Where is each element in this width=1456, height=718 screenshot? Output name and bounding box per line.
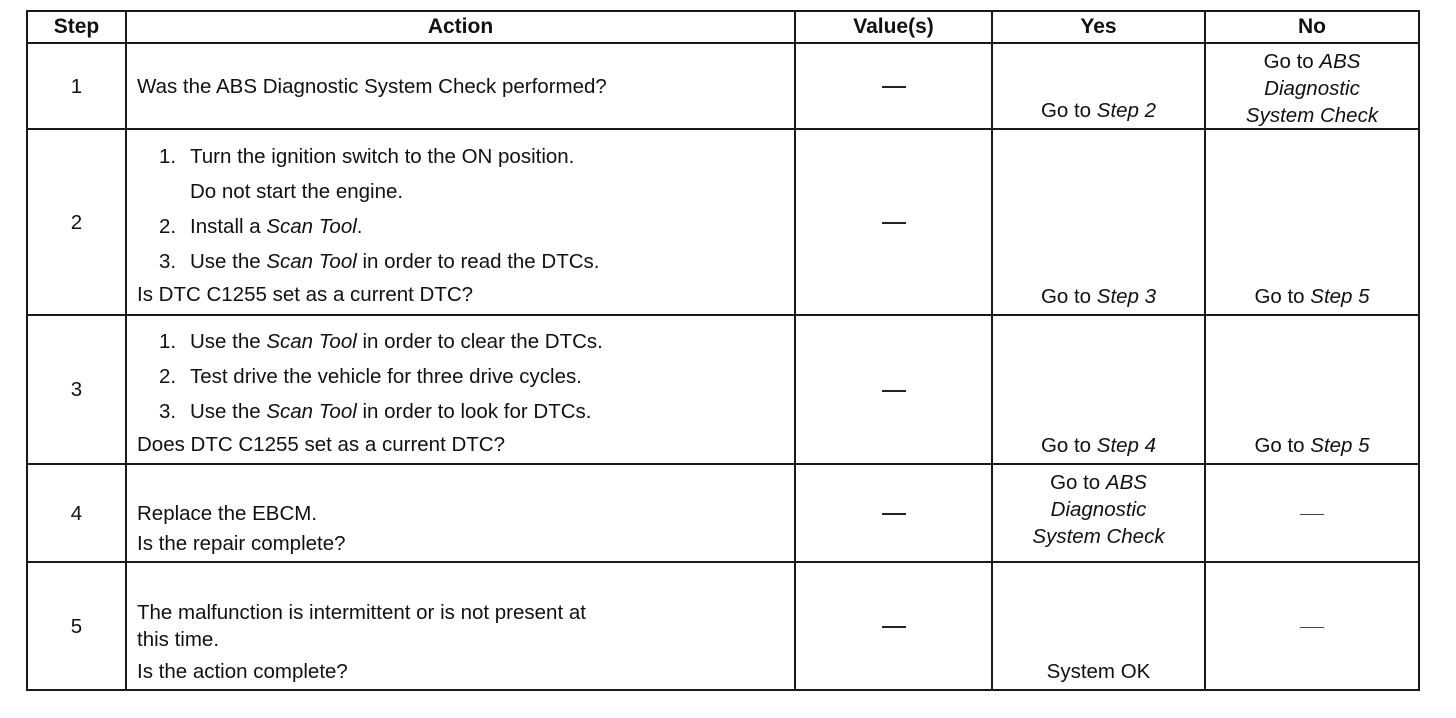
action-question: Is DTC C1255 set as a current DTC? bbox=[137, 283, 474, 306]
value-cell bbox=[795, 43, 992, 129]
action-cell bbox=[126, 562, 795, 690]
no-step-ref: Step 5 bbox=[1310, 285, 1370, 308]
step-number: 3 bbox=[27, 315, 126, 464]
action-text-line: The malfunction is intermittent or is not present at bbox=[137, 601, 586, 624]
header-yes: Yes bbox=[992, 11, 1205, 43]
table-row-step-3 bbox=[27, 315, 1419, 464]
yes-cell bbox=[992, 129, 1205, 315]
no-dash bbox=[1300, 627, 1324, 628]
no-goto: Go to ABS Diagnostic System Check bbox=[1245, 50, 1379, 127]
action-steps bbox=[137, 324, 784, 429]
yes-goto: Go to Step 3 bbox=[1040, 285, 1157, 308]
table-row-step-2 bbox=[27, 129, 1419, 315]
yes-cell bbox=[992, 464, 1205, 562]
action-text: Was the ABS Diagnostic System Check performed? bbox=[137, 74, 607, 98]
table-row-step-4 bbox=[27, 464, 1419, 562]
no-cell bbox=[1205, 562, 1419, 690]
yes-step-ref: Step 3 bbox=[1096, 285, 1157, 308]
action-step-item: 1. Use the Scan Tool in order to clear the DTCs. bbox=[159, 329, 603, 353]
value-cell bbox=[795, 315, 992, 464]
action-step-item: 3. Use the Scan Tool in order to look for DTCs. bbox=[159, 399, 592, 423]
header-values: Value(s) bbox=[795, 11, 992, 43]
action-step-item: 1. Turn the ignition switch to the ON position. bbox=[159, 145, 575, 168]
no-cell bbox=[1205, 464, 1419, 562]
action-cell bbox=[126, 43, 795, 129]
diagnostic-table bbox=[26, 10, 1420, 691]
yes-cell bbox=[992, 315, 1205, 464]
yes-step-ref: Step 4 bbox=[1096, 434, 1157, 457]
action-text-line: this time. bbox=[137, 628, 220, 651]
value-cell bbox=[795, 464, 992, 562]
action-text: Replace the EBCM. bbox=[137, 501, 318, 525]
step-number: 1 bbox=[27, 43, 126, 129]
header-step: Step bbox=[27, 11, 126, 43]
value-cell bbox=[795, 129, 992, 315]
no-cell bbox=[1205, 43, 1419, 129]
step-number: 5 bbox=[27, 562, 126, 690]
yes-step-ref: Step 2 bbox=[1096, 99, 1157, 122]
value-dash bbox=[882, 222, 906, 224]
step-number: 4 bbox=[27, 464, 126, 562]
table-row-step-5 bbox=[27, 562, 1419, 690]
action-step-item: 2. Install a Scan Tool. bbox=[159, 215, 363, 238]
yes-goto: Go to Step 4 bbox=[1040, 434, 1157, 457]
action-step-note: Do not start the engine. bbox=[190, 180, 404, 203]
action-cell bbox=[126, 464, 795, 562]
header-row bbox=[27, 11, 1419, 43]
value-cell bbox=[795, 562, 992, 690]
yes-cell bbox=[992, 43, 1205, 129]
action-cell bbox=[126, 315, 795, 464]
table-row-step-1 bbox=[27, 43, 1419, 129]
no-dash bbox=[1300, 514, 1324, 515]
action-steps bbox=[137, 139, 784, 279]
yes-result: System OK bbox=[1046, 660, 1151, 683]
no-cell bbox=[1205, 315, 1419, 464]
action-question: Does DTC C1255 set as a current DTC? bbox=[137, 432, 505, 456]
value-dash bbox=[882, 626, 906, 628]
value-dash bbox=[882, 390, 906, 392]
yes-goto: Go to ABS Diagnostic System Check bbox=[1032, 471, 1165, 548]
yes-goto: Go to Step 2 bbox=[1040, 99, 1157, 122]
no-cell bbox=[1205, 129, 1419, 315]
action-step-item: 2. Test drive the vehicle for three drive cycles. bbox=[159, 364, 582, 388]
action-question: Is the action complete? bbox=[137, 660, 348, 683]
header-no: No bbox=[1205, 11, 1419, 43]
value-dash bbox=[882, 86, 906, 88]
no-goto: Go to Step 5 bbox=[1254, 434, 1370, 457]
value-dash bbox=[882, 513, 906, 515]
no-goto: Go to Step 5 bbox=[1254, 285, 1370, 308]
action-step-item: 3. Use the Scan Tool in order to read the DTCs. bbox=[159, 250, 600, 273]
action-question: Is the repair complete? bbox=[137, 532, 346, 555]
header-action: Action bbox=[126, 11, 795, 43]
action-cell bbox=[126, 129, 795, 315]
step-number: 2 bbox=[27, 129, 126, 315]
yes-cell bbox=[992, 562, 1205, 690]
no-step-ref: Step 5 bbox=[1310, 434, 1370, 457]
